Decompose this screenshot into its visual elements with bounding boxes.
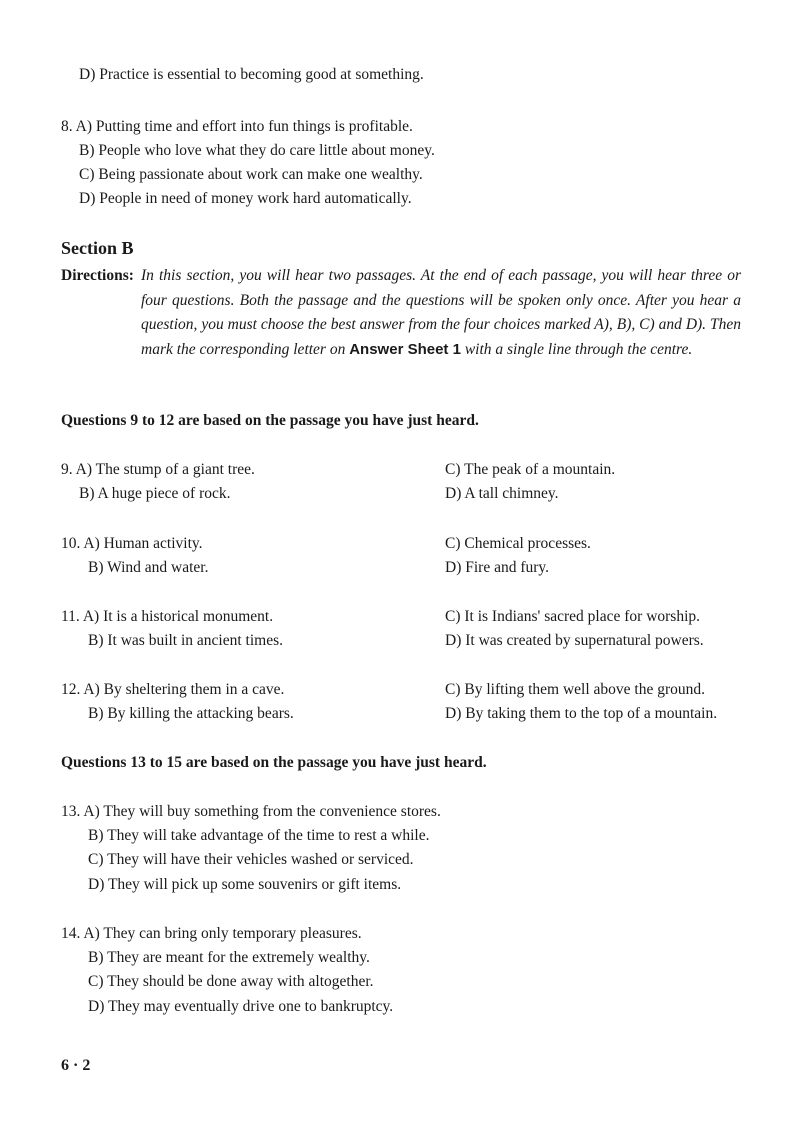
q13-option-b: B) They will take advantage of the time to rest a while. xyxy=(88,827,430,844)
q14-option-d: D) They may eventually drive one to bankruptcy. xyxy=(88,998,394,1015)
section-title: Section B xyxy=(61,238,134,258)
q14-number: 14. xyxy=(61,925,81,942)
q11-a-text: A) It is a historical monument. xyxy=(82,608,274,625)
q14-option-b: B) They are meant for the extremely wealthy. xyxy=(88,949,370,966)
group2-heading: Questions 13 to 15 are based on the passage you have just heard. xyxy=(61,754,487,771)
q11-option-b: B) It was built in ancient times. xyxy=(88,632,284,649)
q11-option-c: C) It is Indians' sacred place for worship. xyxy=(445,608,701,625)
q8-option-c: C) Being passionate about work can make one wealthy. xyxy=(79,166,423,183)
page-number: 6 · 2 xyxy=(61,1057,91,1074)
q10-number: 10. xyxy=(61,535,81,552)
q12-option-b: B) By killing the attacking bears. xyxy=(88,705,294,722)
q10-option-d: D) Fire and fury. xyxy=(445,559,550,576)
q7-option-d: D) Practice is essential to becoming good at something. xyxy=(79,66,424,83)
q12-option-a xyxy=(61,678,284,703)
group1-heading: Questions 9 to 12 are based on the passage you have just heard. xyxy=(61,412,479,429)
q14-option-c: C) They should be done away with altogether. xyxy=(88,973,374,990)
directions-label: Directions: xyxy=(61,267,134,284)
q9-option-d: D) A tall chimney. xyxy=(445,485,559,502)
q10-option-c: C) Chemical processes. xyxy=(445,535,591,552)
q9-number: 9. xyxy=(61,461,73,478)
q13-a-text: A) They will buy something from the convenience stores. xyxy=(83,803,441,820)
q9-a-text: A) The stump of a giant tree. xyxy=(75,461,255,478)
q12-option-c: C) By lifting them well above the ground. xyxy=(445,681,706,698)
q14-a-text: A) They can bring only temporary pleasures. xyxy=(83,925,362,942)
directions-text-end: with a single line through the centre. xyxy=(460,340,693,358)
q12-option-d: D) By taking them to the top of a mountain. xyxy=(445,705,718,722)
directions-text xyxy=(141,264,741,362)
q13-number: 13. xyxy=(61,803,81,820)
directions-text-main: In this section, you will hear two passages. At the end of each passage, you will hear three or four questions. Both the passage and the questions will be spoken only once. After you hear a question, you must choose the best answer from the four choices marked A), B), C) and D). Then mark the corresponding letter on xyxy=(141,267,741,358)
q10-option-b: B) Wind and water. xyxy=(88,559,209,576)
q9-option-a xyxy=(61,458,255,483)
q8-option-a xyxy=(61,115,413,140)
q11-number: 11. xyxy=(61,608,80,625)
q12-number: 12. xyxy=(61,681,81,698)
q8-option-d: D) People in need of money work hard automatically. xyxy=(79,190,412,207)
answer-sheet-label: Answer Sheet 1 xyxy=(349,340,461,358)
q9-option-c: C) The peak of a mountain. xyxy=(445,461,616,478)
q8-option-b: B) People who love what they do care little about money. xyxy=(79,142,435,159)
q13-option-c: C) They will have their vehicles washed or serviced. xyxy=(88,851,414,868)
q11-option-d: D) It was created by supernatural powers. xyxy=(445,632,704,649)
q11-option-a xyxy=(61,605,273,630)
q10-a-text: A) Human activity. xyxy=(83,535,203,552)
q12-a-text: A) By sheltering them in a cave. xyxy=(83,681,285,698)
q13-option-d: D) They will pick up some souvenirs or gift items. xyxy=(88,876,402,893)
q14-option-a xyxy=(61,922,362,947)
q8-a-text: A) Putting time and effort into fun things is profitable. xyxy=(75,118,413,135)
q13-option-a xyxy=(61,800,441,825)
q9-option-b: B) A huge piece of rock. xyxy=(79,485,231,502)
q8-number: 8. xyxy=(61,118,73,135)
q10-option-a xyxy=(61,532,203,557)
